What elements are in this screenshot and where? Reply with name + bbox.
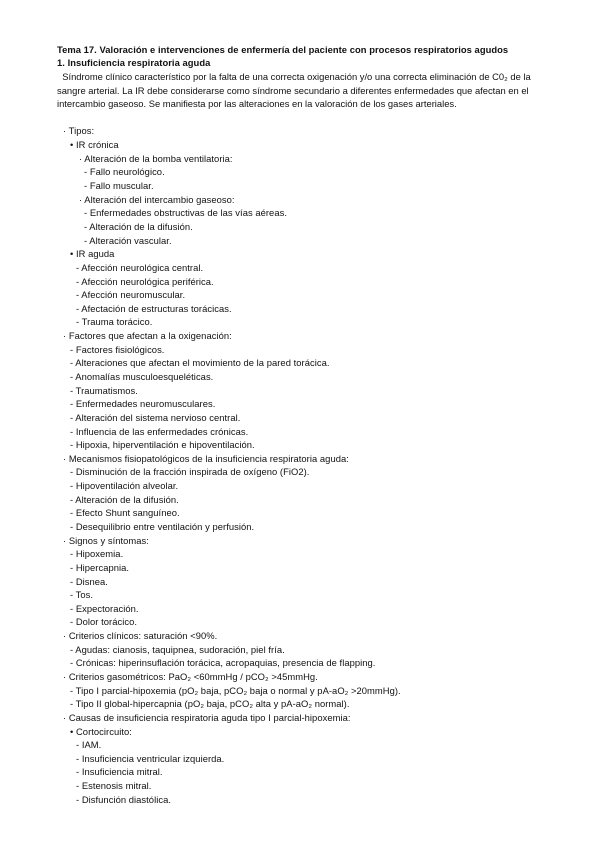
list-item: · Criterios clínicos: saturación <90%. [63,630,218,641]
list-item: - Estenosis mitral. [76,780,152,791]
list-item: · Factores que afectan a la oxigenación: [63,330,232,341]
list-item: - Influencia de las enfermedades crónicas. [70,426,249,437]
list-item: · Alteración de la bomba ventilatoria: [79,153,233,164]
list-item: - Disfunción diastólica. [76,794,171,805]
list-item: - Alteración del sistema nervioso central. [70,412,241,423]
list-item: - Insuficiencia mitral. [76,766,163,777]
list-item: - Hipercapnia. [70,562,130,573]
list-item: - Fallo muscular. [84,180,154,191]
section-heading: 1. Insuficiencia respiratoria aguda [57,57,211,68]
list-item: - Hipoxia, hiperventilación e hipoventilación. [70,439,255,450]
list-item: - IAM. [76,739,102,750]
list-item: · Tipos: [63,125,95,136]
list-item: · Causas de insuficiencia respiratoria aguda tipo I parcial-hipoxemia: [63,712,351,723]
list-item: - Expectoración. [70,603,139,614]
list-item: - Alteraciones que afectan el movimiento de la pared torácica. [70,357,330,368]
list-item: - Anomalías musculoesqueléticas. [70,371,214,382]
list-item: · Mecanismos fisiopatológicos de la insuficiencia respiratoria aguda: [63,453,349,464]
list-item: - Alteración de la difusión. [70,494,179,505]
list-item: - Afección neurológica periférica. [76,276,214,287]
list-item: - Alteración vascular. [84,235,172,246]
list-item: - Alteración de la difusión. [84,221,193,232]
list-item: - Fallo neurológico. [84,166,165,177]
list-item: - Disminución de la fracción inspirada de oxígeno (FiO2). [70,466,310,477]
list-item: - Desequilibrio entre ventilación y perfusión. [70,521,255,532]
list-item: - Trauma torácico. [76,316,153,327]
list-item: - Tipo I parcial-hipoxemia (pO₂ baja, pCO₂ baja o normal y pA-aO₂ >20mmHg). [70,685,401,696]
list-item: - Afección neurológica central. [76,262,204,273]
list-item: - Tos. [70,589,94,600]
document-title: Tema 17. Valoración e intervenciones de enfermería del paciente con procesos respiratorios agudos [57,44,509,55]
list-item: - Dolor torácico. [70,616,138,627]
list-item: · Alteración del intercambio gaseoso: [79,194,235,205]
list-item: - Afectación de estructuras torácicas. [76,303,232,314]
list-item: · Signos y síntomas: [63,535,149,546]
list-item: - Disnea. [70,576,108,587]
list-item: - Hipoventilación alveolar. [70,480,179,491]
list-item: - Agudas: cianosis, taquipnea, sudoración, piel fría. [70,644,285,655]
list-item: - Afección neuromuscular. [76,289,186,300]
list-item: - Efecto Shunt sanguíneo. [70,507,180,518]
list-item: - Tipo II global-hipercapnia (pO₂ baja, pCO₂ alta y pA-aO₂ normal). [70,698,350,709]
list-item: - Enfermedades obstructivas de las vías aéreas. [84,207,287,218]
list-item: - Factores fisiológicos. [70,344,165,355]
list-item: • IR aguda [70,248,115,259]
list-item: - Hipoxemia. [70,548,124,559]
list-item: • Cortocircuito: [70,726,132,737]
list-item: • IR crónica [70,139,119,150]
list-item: · Criterios gasométricos: PaO₂ <60mmHg / pCO₂ >45mmHg. [63,671,318,682]
list-item: - Crónicas: hiperinsuflación torácica, acropaquias, presencia de flapping. [70,657,376,668]
list-item: - Enfermedades neuromusculares. [70,398,216,409]
list-item: - Traumatismos. [70,385,138,396]
intro-paragraph: Síndrome clínico característico por la falta de una correcta oxigenación y/o una correcta eliminación de C0₂ de la sangre arterial. La IR debe considerarse como síndrome secundario a diferentes enfermedades que afectan en el intercambio gaseoso. Se manifiesta por las alteraciones en la valoración de los gases arteriales. [57,71,534,109]
list-item: - Insuficiencia ventricular izquierda. [76,753,225,764]
